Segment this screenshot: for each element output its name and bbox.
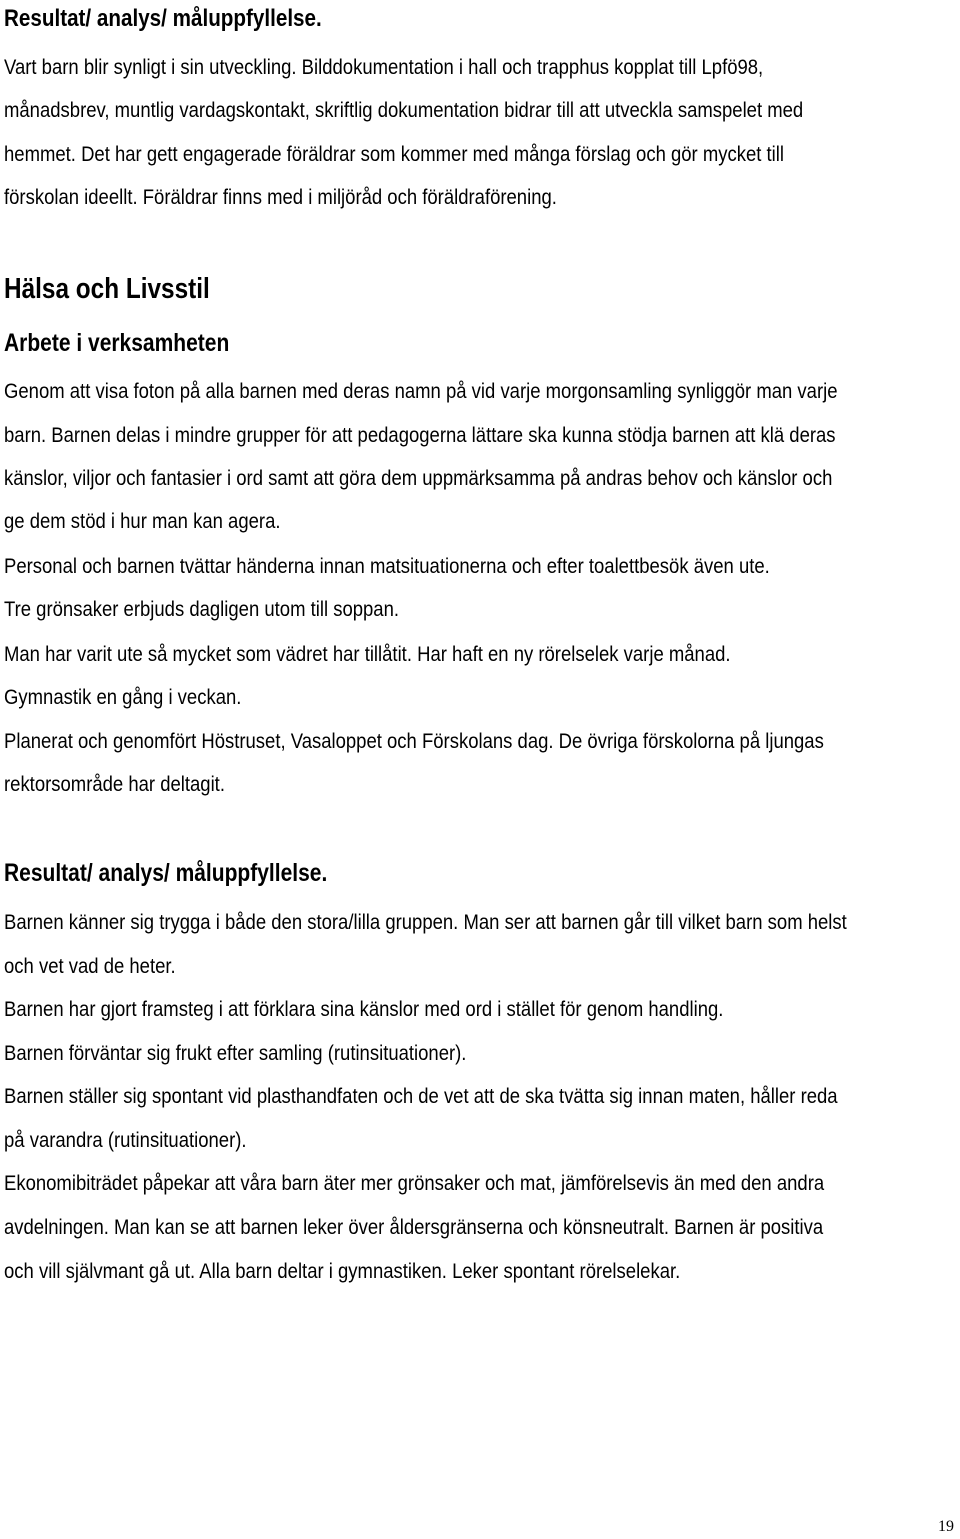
paragraph-line: Barnen har gjort framsteg i att förklara sina känslor med ord i stället för genom handling. bbox=[4, 997, 724, 1021]
paragraph-line: Man har varit ute så mycket som vädret har tillåtit. Har haft en ny rörelselek varje månad. bbox=[4, 642, 731, 666]
paragraph-line: Vart barn blir synligt i sin utveckling. Bilddokumentation i hall och trapphus kopplat till Lpfö98, bbox=[4, 55, 764, 79]
paragraph-line: och vill självmant gå ut. Alla barn deltar i gymnastiken. Leker spontant rörelselekar. bbox=[4, 1259, 681, 1283]
paragraph-line: känslor, viljor och fantasier i ord samt att göra dem uppmärksamma på andras behov och känslor och bbox=[4, 466, 833, 490]
subheading-work: Arbete i verksamheten bbox=[4, 329, 230, 357]
paragraph-line: Genom att visa foton på alla barnen med deras namn på vid varje morgonsamling synliggör man varje bbox=[4, 379, 838, 403]
paragraph-line: Ekonomibiträdet påpekar att våra barn äter mer grönsaker och mat, jämförelsevis än med den andra bbox=[4, 1171, 825, 1195]
paragraph-line: Planerat och genomfört Höstruset, Vasaloppet och Förskolans dag. De övriga förskolorna på ljungas bbox=[4, 729, 824, 753]
paragraph-line: barn. Barnen delas i mindre grupper för att pedagogerna lättare ska kunna stödja barnen att klä deras bbox=[4, 423, 836, 447]
paragraph-line: rektorsområde har deltagit. bbox=[4, 772, 225, 796]
paragraph-line: Tre grönsaker erbjuds dagligen utom till soppan. bbox=[4, 597, 400, 621]
paragraph-line: månadsbrev, muntlig vardagskontakt, skriftlig dokumentation bidrar till att utveckla samspelet med bbox=[4, 98, 804, 122]
paragraph-line: Barnen ställer sig spontant vid plasthandfaten och de vet att de ska tvätta sig innan maten, håller reda bbox=[4, 1084, 838, 1108]
section-heading-health: Hälsa och Livsstil bbox=[4, 273, 210, 305]
paragraph-line: på varandra (rutinsituationer). bbox=[4, 1128, 247, 1152]
section-heading-results-2: Resultat/ analys/ måluppfyllelse. bbox=[4, 859, 328, 887]
paragraph-line: ge dem stöd i hur man kan agera. bbox=[4, 509, 281, 533]
paragraph-line: förskolan ideellt. Föräldrar finns med i miljöråd och föräldraförening. bbox=[4, 185, 557, 209]
paragraph-line: hemmet. Det har gett engagerade föräldrar som kommer med många förslag och gör mycket till bbox=[4, 142, 785, 166]
page-number: 19 bbox=[938, 1518, 954, 1535]
section-heading-results-1: Resultat/ analys/ måluppfyllelse. bbox=[4, 5, 322, 32]
paragraph-line: Gymnastik en gång i veckan. bbox=[4, 685, 242, 709]
paragraph-line: och vet vad de heter. bbox=[4, 954, 176, 978]
paragraph-line: Personal och barnen tvättar händerna innan matsituationerna och efter toalettbesök även ute. bbox=[4, 554, 770, 578]
paragraph-line: Barnen känner sig trygga i både den stora/lilla gruppen. Man ser att barnen går till vilket barn som helst bbox=[4, 910, 847, 934]
paragraph-line: avdelningen. Man kan se att barnen leker över åldersgränserna och könsneutralt. Barnen är positiva bbox=[4, 1215, 824, 1239]
paragraph-line: Barnen förväntar sig frukt efter samling (rutinsituationer). bbox=[4, 1041, 467, 1065]
